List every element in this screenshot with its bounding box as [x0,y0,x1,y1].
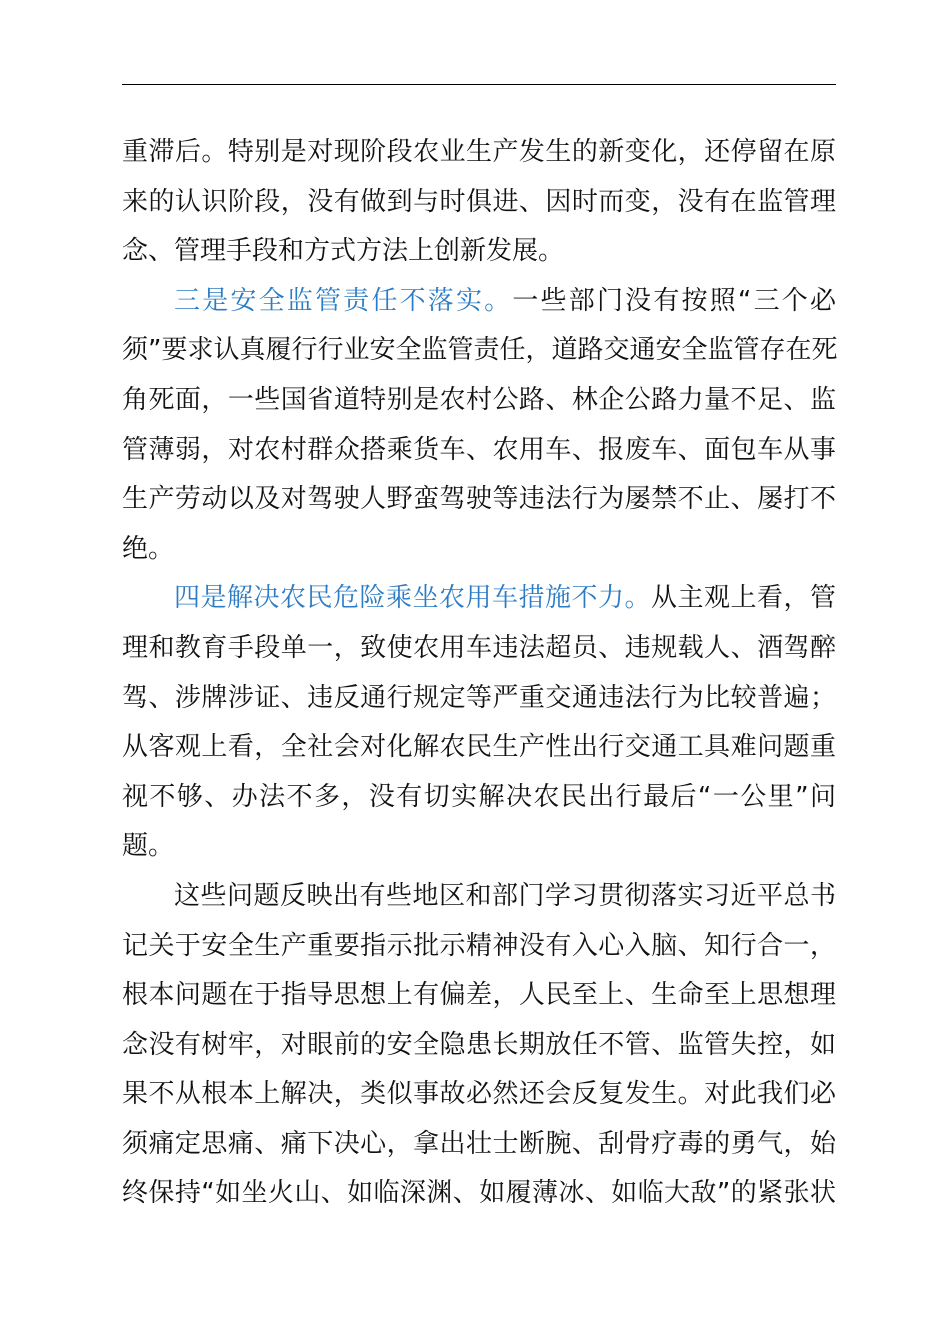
document-body [122,128,836,1219]
section-heading: 三是安全监管责任不落实。 [174,285,513,316]
text-line: 角死面，一些国省道特别是农村公路、林企公路力量不足、监 [122,384,836,415]
text-line: 驾、涉牌涉证、违反通行规定等严重交通违法行为比较普遍； [122,682,836,713]
text-line: 视不够、办法不多，没有切实解决农民出行最后“一公里”问 [122,781,836,812]
text-line: 念没有树牢，对眼前的安全隐患长期放任不管、监管失控，如 [122,1029,836,1060]
paragraph-section-four [122,574,836,872]
section-heading: 四是解决农民危险乘坐农用车措施不力。 [174,583,651,614]
text-line: 绝。 [122,533,175,564]
text-run: 从主观上看，管 [650,583,836,614]
text-line: 管薄弱，对农村群众搭乘货车、农用车、报废车、面包车从事 [122,434,836,465]
text-line: 须痛定思痛、痛下决心，拿出壮士断腕、刮骨疗毒的勇气，始 [122,1128,836,1159]
header-rule [122,84,836,85]
paragraph-continuation [122,128,836,277]
text-line: 生产劳动以及对驾驶人野蛮驾驶等违法行为屡禁不止、屡打不 [122,484,836,515]
text-line: 果不从根本上解决，类似事故必然还会反复发生。对此我们必 [122,1079,836,1110]
text-line [122,574,836,624]
text-run: 一些部门没有按照“三个必 [512,285,836,316]
text-line: 记关于安全生产重要指示批示精神没有入心入脑、知行合一， [122,930,836,961]
text-line: 重滞后。特别是对现阶段农业生产发生的新变化，还停留在原 [122,137,836,167]
text-line: 根本问题在于指导思想上有偏差，人民至上、生命至上思想理 [122,980,836,1011]
text-line: 题。 [122,831,175,862]
text-line: 来的认识阶段，没有做到与时俱进、因时而变，没有在监管理 [122,186,836,217]
text-line [122,277,836,327]
text-line: 从客观上看，全社会对化解农民生产性出行交通工具难问题重 [122,732,836,763]
paragraph-section-three [122,277,836,575]
text-line: 须”要求认真履行行业安全监管责任，道路交通安全监管存在死 [122,335,838,366]
text-line: 这些问题反映出有些地区和部门学习贯彻落实习近平总书 [174,880,836,911]
text-line: 终保持“如坐火山、如临深渊、如履薄冰、如临大敌”的紧张状 [122,1178,836,1209]
text-line: 理和教育手段单一，致使农用车违法超员、违规载人、酒驾醉 [122,632,836,663]
paragraph-conclusion [122,872,836,1219]
text-line: 念、管理手段和方式方法上创新发展。 [122,236,565,267]
